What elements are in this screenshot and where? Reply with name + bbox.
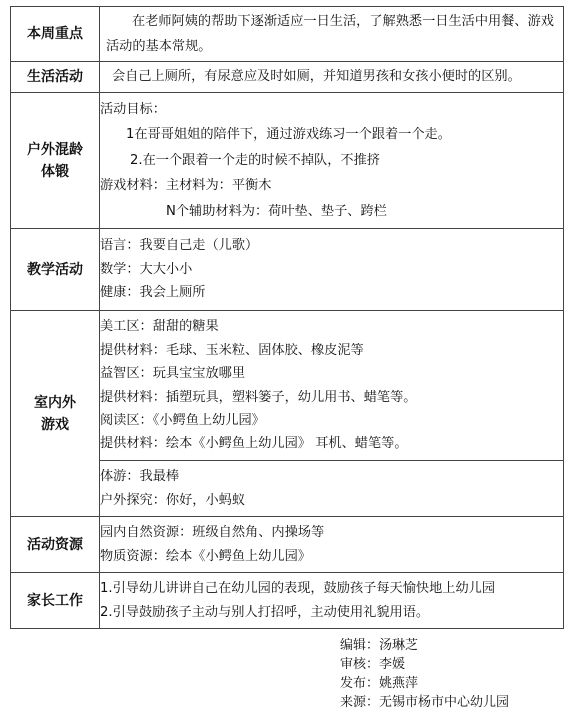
row-label-outdoor-exercise [11, 93, 100, 229]
outdoor-exercise-content [100, 93, 564, 229]
weekly-focus-text: 在老师阿姨的帮助下逐渐适应一日生活，了解熟悉一日生活中用餐、游戏活动的基本常规。 [100, 7, 564, 62]
resources-content [100, 517, 564, 573]
row-label-teaching: 教学活动 [11, 229, 100, 311]
credits-footer [340, 636, 509, 712]
row-label-games [11, 311, 100, 517]
row-label-resources: 活动资源 [11, 517, 100, 573]
outdoor-materials-main: 游戏材料：主材料为：平衡木 [100, 178, 272, 194]
row-label-life-activity: 生活活动 [11, 62, 100, 93]
row-weekly-focus [11, 7, 564, 62]
weekly-plan-table [10, 6, 564, 629]
reading-area-materials: 提供材料：绘本《小鳄鱼上幼儿园》 耳机、蜡笔等。 [100, 436, 408, 452]
parent-work-1: 1.引导幼儿讲讲自己在幼儿园的表现，鼓励孩子每天愉快地上幼儿园 [100, 581, 496, 597]
puzzle-area-materials: 提供材料：插塑玩具，塑料篓子，幼儿用书、蜡笔等。 [100, 389, 417, 405]
life-activity-line: 会自己上厕所，有尿意应及时如厕，并知道男孩和女孩小便时的区别。 [112, 69, 521, 85]
row-label-games-line1: 室内外 [34, 394, 76, 411]
row-teaching-activity [11, 229, 564, 311]
outdoor-goal-heading: 活动目标： [100, 101, 166, 117]
credit-editor: 编辑：汤琳芝 [340, 638, 419, 653]
art-area-materials: 提供材料：毛球、玉米粒、固体胶、橡皮泥等 [100, 342, 364, 358]
teaching-language: 语言：我要自己走（儿歌） [100, 238, 259, 254]
sports-game: 体游：我最棒 [100, 469, 180, 485]
puzzle-area: 益智区：玩具宝宝放哪里 [100, 366, 246, 382]
row-label-games-line2: 游戏 [41, 416, 69, 433]
row-label-weekly-focus: 本周重点 [11, 7, 100, 62]
row-indoor-outdoor-games [11, 311, 564, 461]
row-life-activity [11, 62, 564, 93]
row-label-outdoor-line2: 体锻 [41, 163, 69, 180]
outdoor-exploration: 户外探究：你好，小蚂蚁 [100, 492, 246, 508]
row-activity-resources [11, 517, 564, 573]
natural-resources: 园内自然资源：班级自然角、内操场等 [100, 525, 325, 541]
row-parent-work [11, 573, 564, 629]
outdoor-materials-aux: N个辅助材料为：荷叶垫、垫子、跨栏 [166, 203, 387, 219]
art-area: 美工区：甜甜的糖果 [100, 319, 219, 335]
row-outdoor-exercise [11, 93, 564, 229]
material-resources: 物质资源：绘本《小鳄鱼上幼儿园》 [100, 548, 311, 564]
row-label-parent-work: 家长工作 [11, 573, 100, 629]
outdoor-goal-1: 1在哥哥姐姐的陪伴下，通过游戏练习一个跟着一个走。 [126, 127, 451, 143]
credit-reviewer: 审核：李媛 [340, 657, 406, 672]
outdoor-games-content [100, 461, 564, 517]
parent-work-2: 2.引导鼓励孩子主动与别人打招呼，主动使用礼貌用语。 [100, 604, 430, 620]
row-label-outdoor-line1: 户外混龄 [27, 141, 83, 158]
outdoor-goal-2: 2.在一个跟着一个走的时候不掉队，不推挤 [130, 152, 380, 168]
teaching-content [100, 229, 564, 311]
life-activity-text [100, 62, 564, 93]
reading-area: 阅读区：《小鳄鱼上幼儿园》 [100, 412, 265, 428]
teaching-health: 健康：我会上厕所 [100, 285, 206, 301]
credit-publisher: 发布：姚燕萍 [340, 676, 419, 691]
indoor-games-content [100, 311, 564, 461]
teaching-math: 数学：大大小小 [100, 261, 193, 277]
parent-work-content [100, 573, 564, 629]
credit-source: 来源：无锡市杨市中心幼儿园 [340, 695, 510, 710]
